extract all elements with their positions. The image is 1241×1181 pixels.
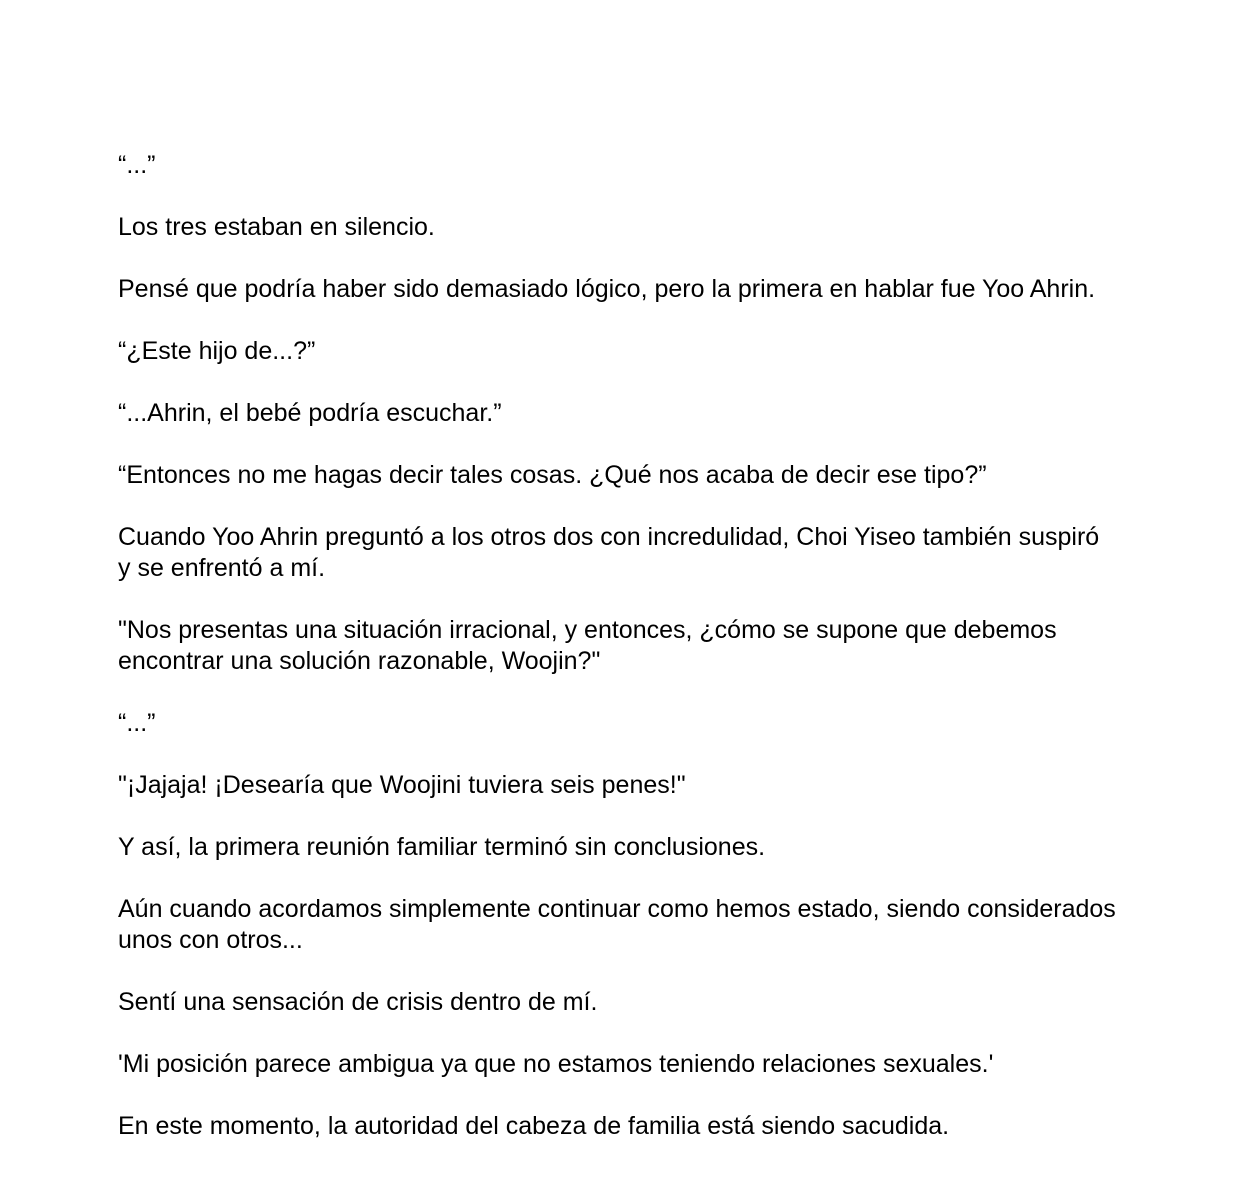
paragraph: Pensé que podría haber sido demasiado lógico, pero la primera en hablar fue Yoo Ahrin. bbox=[118, 275, 1096, 303]
paragraph: “Entonces no me hagas decir tales cosas. ¿Qué nos acaba de decir ese tipo?” bbox=[118, 461, 987, 489]
paragraph: “¿Este hijo de...?” bbox=[118, 337, 316, 365]
paragraph: Aún cuando acordamos simplemente continuar como hemos estado, siendo considerados unos con otros... bbox=[118, 895, 1116, 954]
paragraph: "Nos presentas una situación irracional, y entonces, ¿cómo se supone que debemos encontrar una solución razonable, Woojin?" bbox=[118, 616, 1057, 675]
paragraph: Cuando Yoo Ahrin preguntó a los otros dos con incredulidad, Choi Yiseo también suspiró y se enfrentó a mí. bbox=[118, 523, 1100, 582]
document-body bbox=[118, 150, 1118, 1173]
paragraph: En este momento, la autoridad del cabeza de familia está siendo sacudida. bbox=[118, 1112, 950, 1140]
paragraph: “...Ahrin, el bebé podría escuchar.” bbox=[118, 399, 502, 427]
paragraph: 'Mi posición parece ambigua ya que no estamos teniendo relaciones sexuales.' bbox=[118, 1050, 994, 1078]
paragraph: “...” bbox=[118, 709, 156, 737]
paragraph: “...” bbox=[118, 151, 156, 179]
paragraph: Los tres estaban en silencio. bbox=[118, 213, 435, 241]
paragraph: Y así, la primera reunión familiar terminó sin conclusiones. bbox=[118, 833, 766, 861]
paragraph: Sentí una sensación de crisis dentro de mí. bbox=[118, 988, 598, 1016]
paragraph: "¡Jajaja! ¡Desearía que Woojini tuviera seis penes!" bbox=[118, 771, 686, 799]
